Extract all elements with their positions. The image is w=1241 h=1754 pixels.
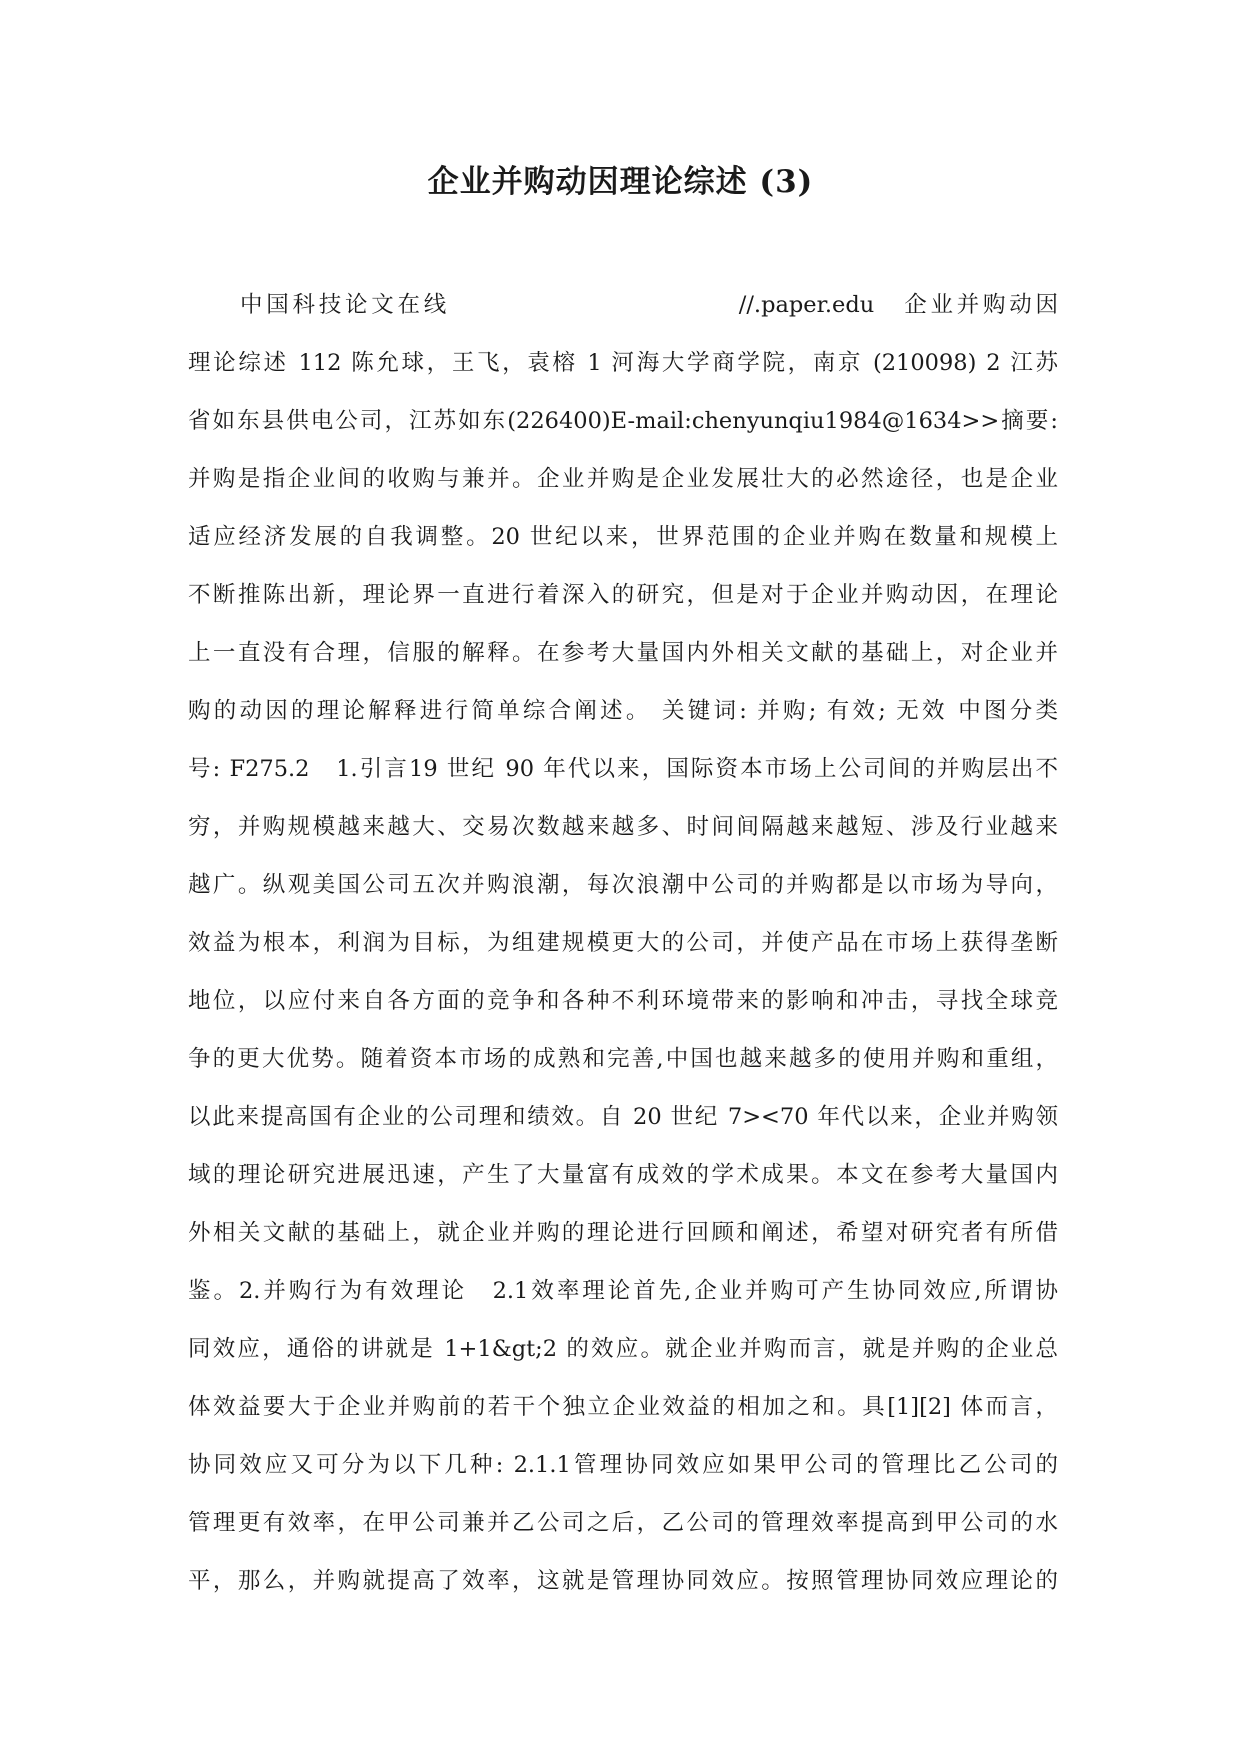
paragraph-line: 购的动因的理论解释进行简单综合阐述。 关键词: 并购; 有效; 无效 中图分类 xyxy=(188,698,1058,724)
paragraph-line: 管理更有效率，在甲公司兼并乙公司之后，乙公司的管理效率提高到甲公司的水 xyxy=(188,1510,1058,1536)
paragraph-line: 体效益要大于企业并购前的若干个独立企业效益的相加之和。具[1][2] 体而言， xyxy=(188,1394,1058,1420)
paragraph-line: 平，那么，并购就提高了效率，这就是管理协同效应。按照管理协同效应理论的 xyxy=(188,1568,1058,1594)
paragraph-line: 同效应，通俗的讲就是 1+1&gt;2 的效应。就企业并购而言，就是并购的企业总 xyxy=(188,1336,1058,1362)
paragraph-line: 地位，以应付来自各方面的竞争和各种不利环境带来的影响和冲击，寻找全球竞 xyxy=(188,988,1058,1014)
paragraph-line: 协同效应又可分为以下几种: 2.1.1管理协同效应如果甲公司的管理比乙公司的 xyxy=(188,1452,1058,1478)
paragraph-line: 越广。纵观美国公司五次并购浪潮，每次浪潮中公司的并购都是以市场为导向， xyxy=(188,872,1058,898)
paragraph-line: 争的更大优势。随着资本市场的成熟和完善,中国也越来越多的使用并购和重组， xyxy=(188,1046,1058,1072)
paragraph-line: 理论综述 112 陈允球，王飞，袁榕 1 河海大学商学院，南京 (210098) 2 江苏 xyxy=(188,350,1058,376)
paragraph-line: 中国科技论文在线 //.paper.edu 企业并购动因 xyxy=(240,292,1058,318)
paragraph-line: 号: F275.2 1.引言19 世纪 90 年代以来，国际资本市场上公司间的并购层出不 xyxy=(188,756,1058,782)
document-body xyxy=(188,285,1058,1619)
paragraph-line: 以此来提高国有企业的公司理和绩效。自 20 世纪 7><70 年代以来，企业并购领 xyxy=(188,1104,1058,1130)
paragraph-line: 省如东县供电公司，江苏如东(226400)E-mail:chenyunqiu1984@1634>>摘要: xyxy=(188,408,1058,434)
paragraph-line: 不断推陈出新，理论界一直进行着深入的研究，但是对于企业并购动因，在理论 xyxy=(188,582,1058,608)
document-title: 企业并购动因理论综述 (3) xyxy=(427,164,814,200)
paragraph-line: 适应经济发展的自我调整。20 世纪以来，世界范围的企业并购在数量和规模上 xyxy=(188,524,1058,550)
paragraph-line: 并购是指企业间的收购与兼并。企业并购是企业发展壮大的必然途径，也是企业 xyxy=(188,466,1058,492)
paragraph-line: 外相关文献的基础上，就企业并购的理论进行回顾和阐述，希望对研究者有所借 xyxy=(188,1220,1058,1246)
paragraph-line: 穷，并购规模越来越大、交易次数越来越多、时间间隔越来越短、涉及行业越来 xyxy=(188,814,1058,840)
paragraph-line: 效益为根本，利润为目标，为组建规模更大的公司，并使产品在市场上获得垄断 xyxy=(188,930,1058,956)
paragraph-line: 鉴。2.并购行为有效理论 2.1效率理论首先,企业并购可产生协同效应,所谓协 xyxy=(188,1278,1058,1304)
paragraph-line: 上一直没有合理，信服的解释。在参考大量国内外相关文献的基础上，对企业并 xyxy=(188,640,1058,666)
paragraph-line: 域的理论研究进展迅速，产生了大量富有成效的学术成果。本文在参考大量国内 xyxy=(188,1162,1058,1188)
